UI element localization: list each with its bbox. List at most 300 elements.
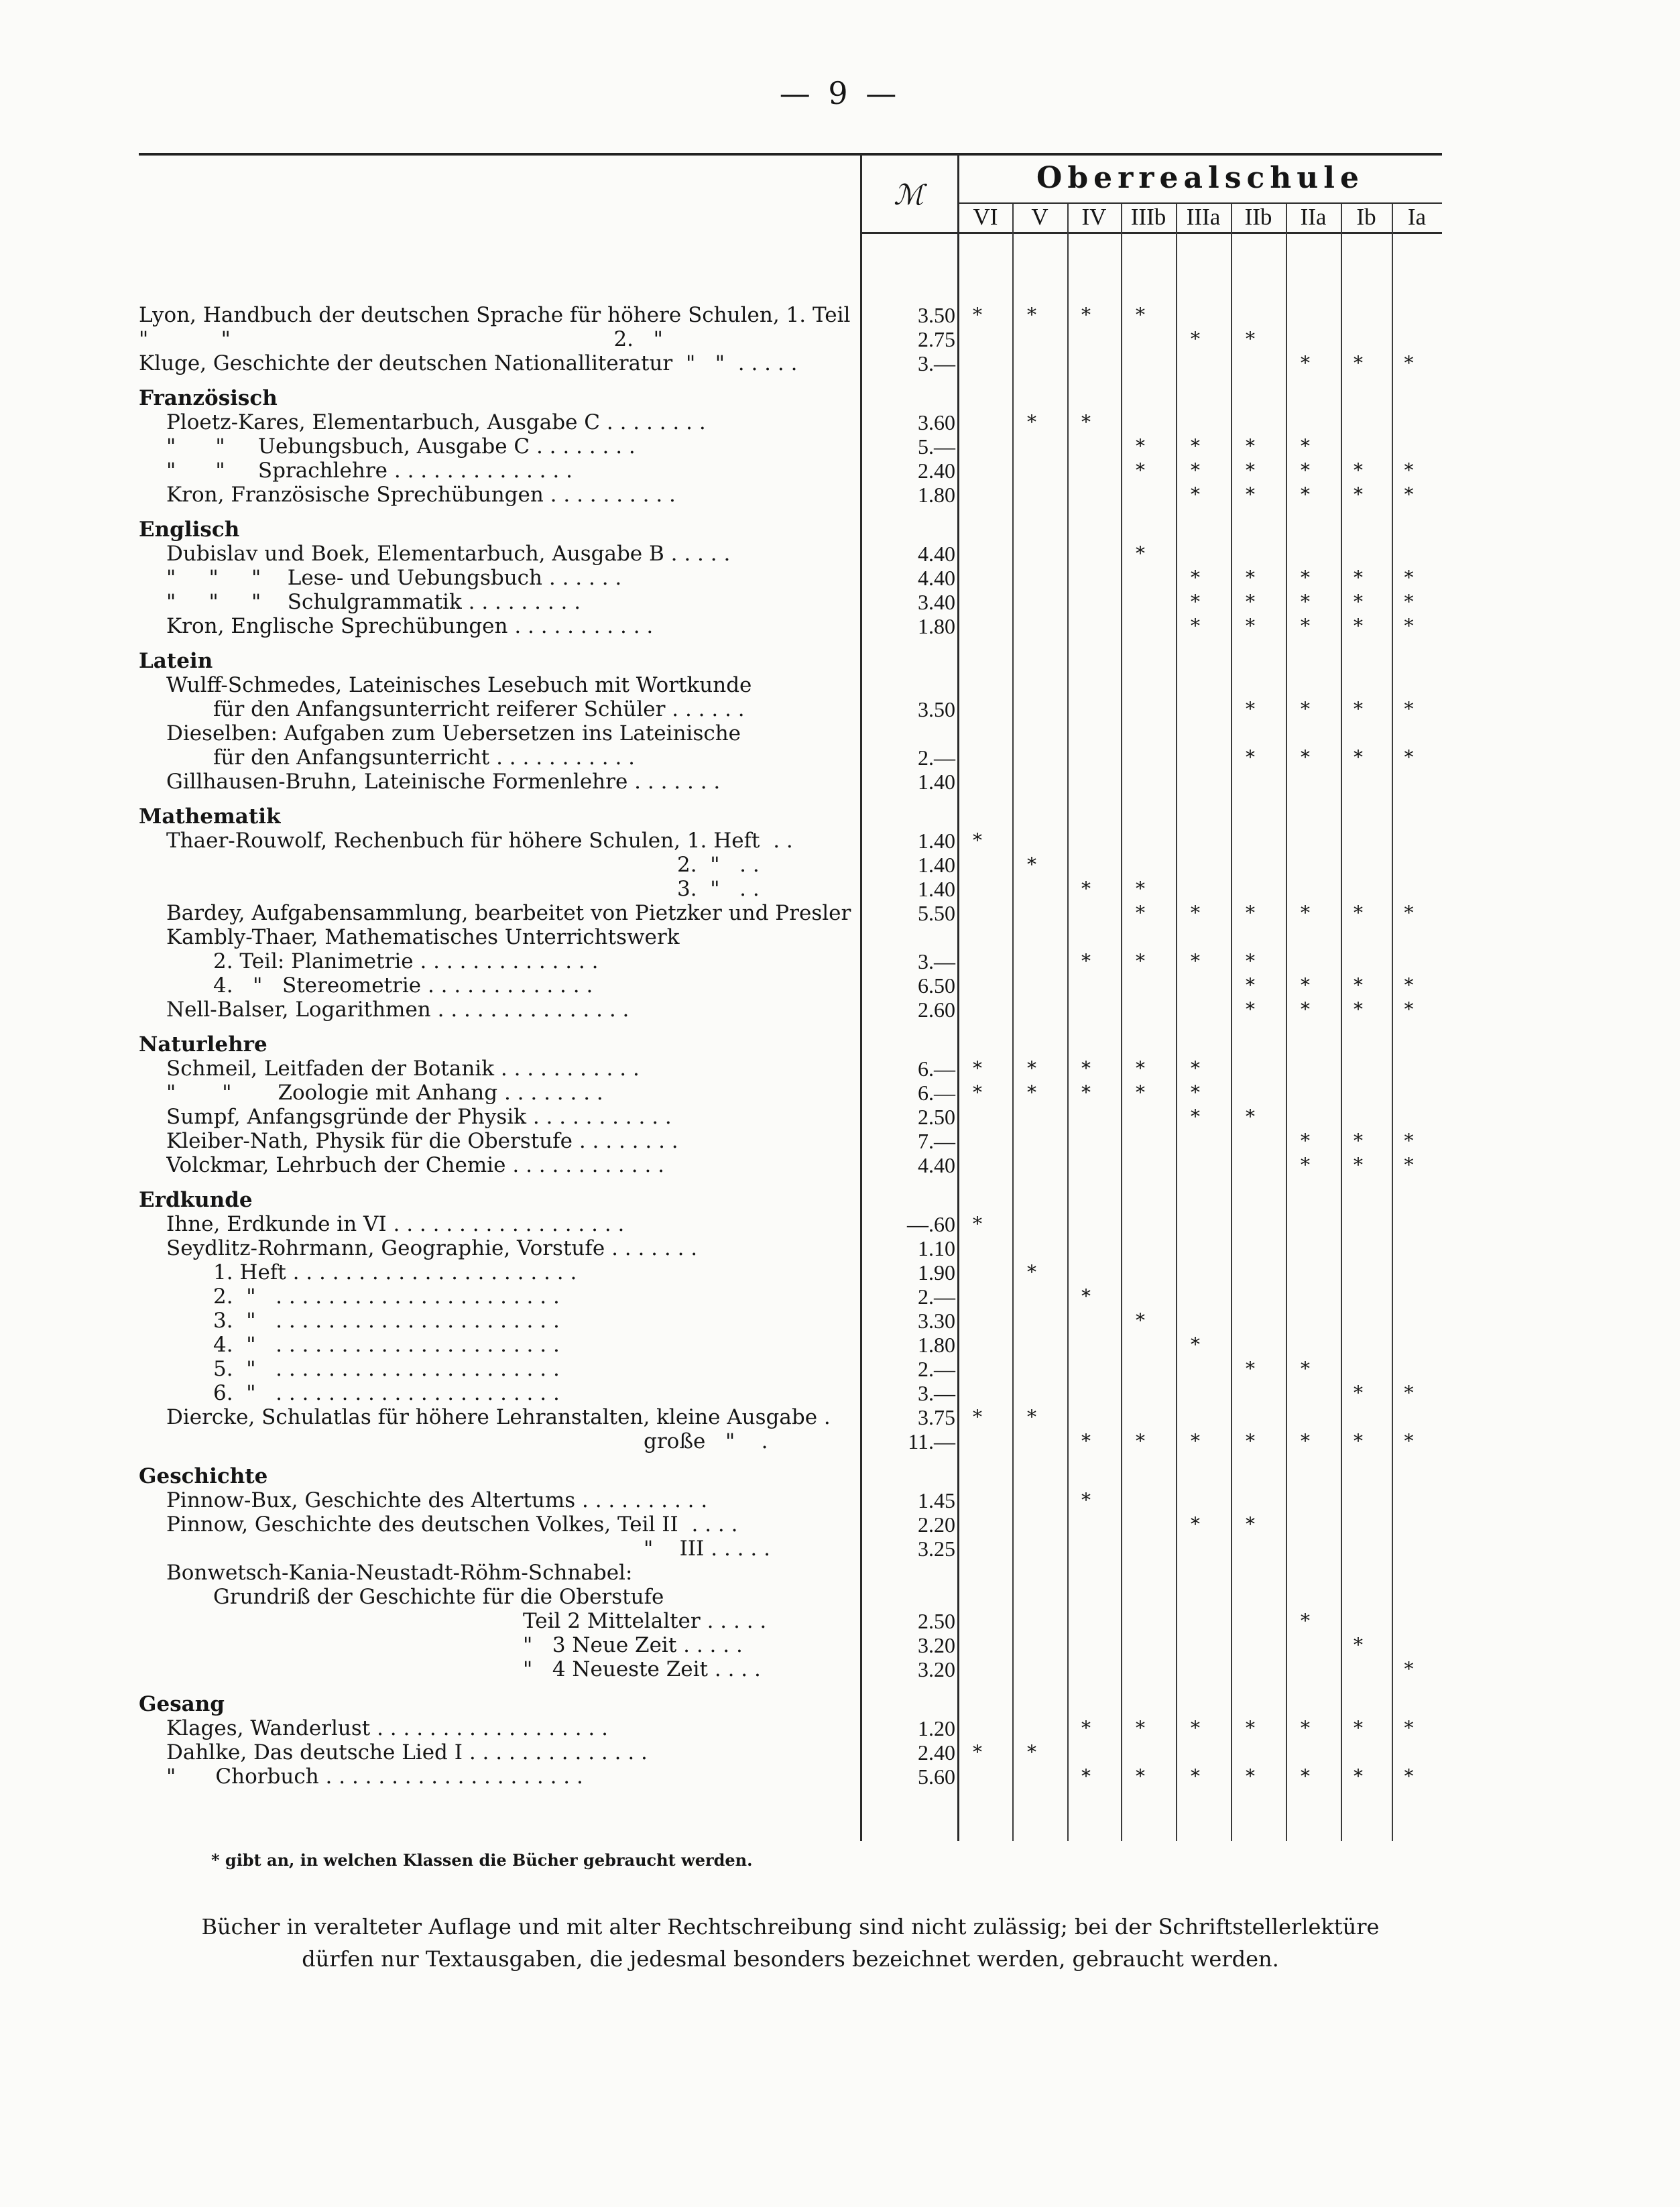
book-row (0, 327, 1680, 351)
book-row (0, 1309, 1680, 1333)
book-price: 3.— (918, 351, 955, 375)
book-row (0, 925, 1680, 949)
book-title: Dieselben: Aufgaben zum Uebersetzen ins Lateinische (166, 721, 741, 745)
class-usage-mark: * (1301, 1717, 1310, 1739)
class-usage-mark: * (1081, 1717, 1091, 1739)
class-usage-mark: * (1191, 1765, 1200, 1787)
class-usage-mark: * (1301, 1358, 1310, 1380)
class-usage-mark: * (1246, 1513, 1255, 1535)
class-usage-mark: * (1191, 902, 1200, 924)
book-title: Ihne, Erdkunde in VI . . . . . . . . . . . . . . . . . . (166, 1212, 625, 1236)
class-usage-mark: * (1354, 615, 1363, 637)
section-title: Mathematik (139, 804, 281, 829)
book-row (0, 1285, 1680, 1309)
book-row (0, 614, 1680, 638)
footnote: * gibt an, in welchen Klassen die Bücher gebraucht werden. (211, 1850, 753, 1870)
class-usage-mark: * (1027, 1081, 1036, 1104)
book-title: 2. " . . . . . . . . . . . . . . . . . . . . . . (213, 1285, 560, 1309)
class-usage-mark: * (1136, 1717, 1145, 1739)
book-title: " " " Lese- und Uebungsbuch . . . . . . (166, 566, 622, 590)
class-usage-mark: * (1246, 1106, 1255, 1128)
class-usage-mark: * (1404, 1430, 1414, 1452)
book-row (0, 1585, 1680, 1609)
class-usage-mark: * (1136, 304, 1145, 326)
class-usage-mark: * (1301, 459, 1310, 481)
book-title: Volckmar, Lehrbuch der Chemie . . . . . . . . . . . . (166, 1153, 665, 1177)
class-usage-mark: * (1191, 615, 1200, 637)
class-usage-mark: * (1081, 1765, 1091, 1787)
book-title: 5. " . . . . . . . . . . . . . . . . . . . . . . (213, 1357, 560, 1381)
class-usage-mark: * (1081, 1285, 1091, 1307)
class-usage-mark: * (1246, 1717, 1255, 1739)
class-usage-mark: * (1191, 591, 1200, 613)
school-header: Oberrealschule (1036, 161, 1364, 195)
class-usage-mark: * (1404, 1154, 1414, 1176)
class-usage-mark: * (1404, 1382, 1414, 1404)
book-price: 1.45 (918, 1488, 955, 1512)
class-usage-mark: * (1354, 746, 1363, 768)
book-price: 3.20 (918, 1633, 955, 1657)
class-usage-mark: * (1354, 1130, 1363, 1152)
class-usage-mark: * (1404, 1658, 1414, 1680)
class-usage-mark: * (1404, 459, 1414, 481)
book-title: Kleiber-Nath, Physik für die Oberstufe . . . . . . . . (166, 1129, 678, 1153)
book-price: 3.— (918, 1381, 955, 1405)
class-usage-mark: * (1027, 411, 1036, 433)
class-usage-mark: * (1136, 1430, 1145, 1452)
book-row (0, 542, 1680, 566)
class-usage-mark: * (1301, 1430, 1310, 1452)
column-header-vi: VI (973, 204, 998, 230)
class-usage-mark: * (1354, 483, 1363, 505)
column-header-iia: IIa (1300, 204, 1327, 230)
class-usage-mark: * (1191, 1106, 1200, 1128)
book-title: " III . . . . . (644, 1537, 770, 1561)
book-price: 3.25 (918, 1537, 955, 1561)
class-usage-mark: * (1191, 435, 1200, 457)
book-price: 5.60 (918, 1765, 955, 1789)
class-usage-mark: * (1136, 950, 1145, 972)
class-usage-mark: * (973, 1081, 982, 1104)
book-price: 1.90 (918, 1260, 955, 1285)
book-price: 2.20 (918, 1512, 955, 1537)
book-title: 4. " . . . . . . . . . . . . . . . . . . . . . . (213, 1333, 560, 1357)
book-row (0, 351, 1680, 375)
class-usage-mark: * (1191, 459, 1200, 481)
class-usage-mark: * (1081, 950, 1091, 972)
class-usage-mark: * (1191, 328, 1200, 350)
book-price: 3.50 (918, 303, 955, 327)
class-usage-mark: * (1354, 902, 1363, 924)
book-title: Dubislav und Boek, Elementarbuch, Ausgabe B . . . . . (166, 542, 731, 566)
class-usage-mark: * (1081, 878, 1091, 900)
book-title: Pinnow, Geschichte des deutschen Volkes, Teil II . . . . (166, 1512, 738, 1537)
class-usage-mark: * (1404, 974, 1414, 996)
class-usage-mark: * (1354, 698, 1363, 720)
book-row (0, 877, 1680, 901)
book-title: 2. Teil: Planimetrie . . . . . . . . . . . . . . (213, 949, 599, 973)
class-usage-mark: * (1301, 591, 1310, 613)
class-usage-mark: * (1301, 698, 1310, 720)
class-usage-mark: * (1136, 878, 1145, 900)
book-price: 1.40 (918, 829, 955, 853)
table-top-rule (139, 153, 1442, 156)
class-usage-mark: * (1136, 1081, 1145, 1104)
class-usage-mark: * (1404, 902, 1414, 924)
book-title: Bonwetsch-Kania-Neustadt-Röhm-Schnabel: (166, 1561, 633, 1585)
book-title: Dahlke, Das deutsche Lied I . . . . . . . . . . . . . . (166, 1740, 648, 1765)
class-usage-mark: * (1027, 1741, 1036, 1763)
class-usage-mark: * (1301, 615, 1310, 637)
class-usage-mark: * (1246, 950, 1255, 972)
class-usage-mark: * (1191, 1513, 1200, 1535)
book-row (0, 1657, 1680, 1681)
class-usage-mark: * (1246, 998, 1255, 1020)
class-usage-mark: * (1081, 411, 1091, 433)
section-title: Französisch (139, 386, 278, 410)
book-row (0, 1716, 1680, 1740)
book-price: 2.— (918, 1357, 955, 1381)
class-usage-mark: * (1246, 698, 1255, 720)
book-row (0, 483, 1680, 507)
book-title: Nell-Balser, Logarithmen . . . . . . . . . . . . . . . (166, 998, 629, 1022)
book-row (0, 949, 1680, 973)
section-title: Naturlehre (139, 1032, 267, 1057)
book-row (0, 590, 1680, 614)
book-title: Teil 2 Mittelalter . . . . . (523, 1609, 767, 1633)
class-usage-mark: * (1246, 435, 1255, 457)
book-row (0, 1609, 1680, 1633)
class-usage-mark: * (1081, 1057, 1091, 1079)
class-usage-mark: * (1301, 435, 1310, 457)
column-header-iiia: IIIa (1186, 204, 1221, 230)
class-usage-mark: * (1354, 1717, 1363, 1739)
book-row (0, 1537, 1680, 1561)
section-title: Gesang (139, 1692, 225, 1716)
book-title: 6. " . . . . . . . . . . . . . . . . . . . . . . (213, 1381, 560, 1405)
class-usage-mark: * (1354, 591, 1363, 613)
book-title: Pinnow-Bux, Geschichte des Altertums . . . . . . . . . . (166, 1488, 708, 1512)
book-price: 1.40 (918, 770, 955, 794)
book-title: für den Anfangsunterricht reiferer Schüler . . . . . . (213, 697, 745, 721)
book-price: 5.50 (918, 901, 955, 925)
class-usage-mark: * (1191, 483, 1200, 505)
book-title: " Chorbuch . . . . . . . . . . . . . . . . . . . . (166, 1765, 583, 1789)
class-usage-mark: * (973, 304, 982, 326)
note-line-2: dürfen nur Textausgaben, die jedesmal besonders bezeichnet werden, gebraucht werden. (302, 1946, 1279, 1972)
class-usage-mark: * (1191, 566, 1200, 589)
book-price: 6.— (918, 1057, 955, 1081)
class-usage-mark: * (1027, 1406, 1036, 1428)
class-usage-mark: * (1136, 1765, 1145, 1787)
class-usage-mark: * (1404, 352, 1414, 374)
book-row (0, 1129, 1680, 1153)
class-usage-mark: * (1354, 1765, 1363, 1787)
class-usage-mark: * (1081, 304, 1091, 326)
class-usage-mark: * (1404, 1765, 1414, 1787)
book-price: 4.40 (918, 566, 955, 590)
class-usage-mark: * (1301, 902, 1310, 924)
class-usage-mark: * (1246, 974, 1255, 996)
class-usage-mark: * (1136, 1057, 1145, 1079)
book-price: 4.40 (918, 542, 955, 566)
book-title: Lyon, Handbuch der deutschen Sprache für höhere Schulen, 1. Teil (139, 303, 851, 327)
book-price: 3.20 (918, 1657, 955, 1681)
class-usage-mark: * (1404, 698, 1414, 720)
class-usage-mark: * (1027, 1057, 1036, 1079)
class-usage-mark: * (1301, 483, 1310, 505)
book-title: Schmeil, Leitfaden der Botanik . . . . . . . . . . . (166, 1057, 640, 1081)
book-title: Klages, Wanderlust . . . . . . . . . . . . . . . . . . (166, 1716, 608, 1740)
book-row (0, 998, 1680, 1022)
book-price: 2.— (918, 1285, 955, 1309)
class-usage-mark: * (1246, 1358, 1255, 1380)
class-usage-mark: * (1301, 1610, 1310, 1632)
note-line-1: Bücher in veralteter Auflage und mit alter Rechtschreibung sind nicht zulässig; bei der Schriftstellerlektüre (201, 1914, 1380, 1940)
class-usage-mark: * (1246, 459, 1255, 481)
class-usage-mark: * (1354, 1634, 1363, 1656)
book-row (0, 1057, 1680, 1081)
column-header-iiib: IIIb (1130, 204, 1166, 230)
book-row (0, 973, 1680, 998)
book-row (0, 1429, 1680, 1453)
book-row (0, 829, 1680, 853)
book-price: 1.80 (918, 483, 955, 507)
class-usage-mark: * (1404, 998, 1414, 1020)
book-price: —.60 (907, 1212, 955, 1236)
class-usage-mark: * (1081, 1081, 1091, 1104)
book-price: 3.50 (918, 697, 955, 721)
class-usage-mark: * (973, 1057, 982, 1079)
book-row (0, 721, 1680, 745)
class-usage-mark: * (1354, 1154, 1363, 1176)
class-usage-mark: * (1246, 483, 1255, 505)
book-row (0, 1488, 1680, 1512)
class-usage-mark: * (1246, 328, 1255, 350)
class-usage-mark: * (1246, 566, 1255, 589)
book-title: Grundriß der Geschichte für die Oberstufe (213, 1585, 664, 1609)
class-usage-mark: * (1301, 1154, 1310, 1176)
section-header (0, 386, 1680, 410)
book-row (0, 410, 1680, 434)
book-title: Kambly-Thaer, Mathematisches Unterrichtswerk (166, 925, 680, 949)
class-usage-mark: * (1301, 998, 1310, 1020)
book-row (0, 1260, 1680, 1285)
book-price: 3.— (918, 949, 955, 973)
page-number: — 9 — (779, 75, 901, 111)
book-title: Seydlitz-Rohrmann, Geographie, Vorstufe . . . . . . . (166, 1236, 698, 1260)
column-header-iib: IIb (1244, 204, 1272, 230)
book-title: " " Sprachlehre . . . . . . . . . . . . . . (166, 459, 573, 483)
book-title: Diercke, Schulatlas für höhere Lehranstalten, kleine Ausgabe . (166, 1405, 831, 1429)
book-price: 2.75 (918, 327, 955, 351)
class-usage-mark: * (1191, 1430, 1200, 1452)
class-usage-mark: * (1246, 902, 1255, 924)
class-usage-mark: * (1354, 1430, 1363, 1452)
column-header-ib: Ib (1356, 204, 1376, 230)
class-usage-mark: * (1081, 1489, 1091, 1511)
book-row (0, 1105, 1680, 1129)
class-usage-mark: * (1191, 1333, 1200, 1356)
class-usage-mark: * (1246, 615, 1255, 637)
book-price: 1.10 (918, 1236, 955, 1260)
section-title: Englisch (139, 518, 240, 542)
book-row (0, 566, 1680, 590)
column-header-ia: Ia (1407, 204, 1427, 230)
book-title: 1. Heft . . . . . . . . . . . . . . . . . . . . . . (213, 1260, 577, 1285)
price-column-header: ℳ (894, 178, 924, 211)
book-title: " " Uebungsbuch, Ausgabe C . . . . . . . . (166, 434, 636, 459)
book-title: " " " Schulgrammatik . . . . . . . . . (166, 590, 581, 614)
book-title: Wulff-Schmedes, Lateinisches Lesebuch mit Wortkunde (166, 673, 752, 697)
section-header (0, 1032, 1680, 1057)
book-price: 1.80 (918, 1333, 955, 1357)
class-usage-mark: * (1136, 435, 1145, 457)
book-price: 2.40 (918, 459, 955, 483)
book-title: 4. " Stereometrie . . . . . . . . . . . . . (213, 973, 593, 998)
book-row (0, 1405, 1680, 1429)
book-price: 3.40 (918, 590, 955, 614)
book-title: Bardey, Aufgabensammlung, bearbeitet von Pietzker und Presler (166, 901, 851, 925)
class-usage-mark: * (973, 1213, 982, 1235)
class-usage-mark: * (973, 1741, 982, 1763)
section-header (0, 518, 1680, 542)
class-usage-mark: * (1027, 1261, 1036, 1283)
class-usage-mark: * (1191, 1057, 1200, 1079)
book-title: Ploetz-Kares, Elementarbuch, Ausgabe C . . . . . . . . (166, 410, 706, 434)
section-title: Latein (139, 649, 213, 673)
book-row (0, 1633, 1680, 1657)
book-price: 7.— (918, 1129, 955, 1153)
class-usage-mark: * (1246, 591, 1255, 613)
section-title: Geschichte (139, 1464, 268, 1488)
book-price: 2.— (918, 745, 955, 770)
book-title: 3. " . . (677, 877, 760, 901)
class-usage-mark: * (1404, 483, 1414, 505)
book-price: 1.40 (918, 853, 955, 877)
column-header-v: V (1031, 204, 1048, 230)
book-price: 6.— (918, 1081, 955, 1105)
book-price: 3.75 (918, 1405, 955, 1429)
section-header (0, 1188, 1680, 1212)
book-row (0, 1333, 1680, 1357)
book-title: 3. " . . . . . . . . . . . . . . . . . . . . . . (213, 1309, 560, 1333)
book-price: 3.30 (918, 1309, 955, 1333)
book-row (0, 1765, 1680, 1789)
book-price: 2.50 (918, 1609, 955, 1633)
book-row (0, 1381, 1680, 1405)
class-usage-mark: * (1136, 902, 1145, 924)
class-usage-mark: * (1191, 1081, 1200, 1104)
book-price: 1.20 (918, 1716, 955, 1740)
book-title: " " Zoologie mit Anhang . . . . . . . . (166, 1081, 603, 1105)
book-price: 6.50 (918, 973, 955, 998)
book-row (0, 697, 1680, 721)
section-header (0, 1464, 1680, 1488)
class-usage-mark: * (1136, 459, 1145, 481)
class-usage-mark: * (1301, 352, 1310, 374)
class-usage-mark: * (1246, 746, 1255, 768)
book-price: 5.— (918, 434, 955, 459)
class-usage-mark: * (1404, 566, 1414, 589)
book-row (0, 745, 1680, 770)
class-usage-mark: * (1301, 1130, 1310, 1152)
class-usage-mark: * (1301, 746, 1310, 768)
book-title: Thaer-Rouwolf, Rechenbuch für höhere Schulen, 1. Heft . . (166, 829, 793, 853)
class-usage-mark: * (1354, 352, 1363, 374)
book-row (0, 673, 1680, 697)
book-title: große " . (644, 1429, 768, 1453)
class-usage-mark: * (1354, 974, 1363, 996)
book-title: 2. " . . (677, 853, 760, 877)
book-price: 11.— (908, 1429, 955, 1453)
book-row (0, 1212, 1680, 1236)
class-usage-mark: * (1354, 1382, 1363, 1404)
section-header (0, 1692, 1680, 1716)
book-row (0, 770, 1680, 794)
class-usage-mark: * (1354, 459, 1363, 481)
book-title: Kron, Englische Sprechübungen . . . . . . . . . . . (166, 614, 654, 638)
class-usage-mark: * (1136, 542, 1145, 564)
column-header-iv: IV (1081, 204, 1107, 230)
book-title: " 3 Neue Zeit . . . . . (523, 1633, 743, 1657)
book-row (0, 1081, 1680, 1105)
book-row (0, 434, 1680, 459)
class-usage-mark: * (1191, 950, 1200, 972)
class-usage-mark: * (1354, 998, 1363, 1020)
book-title: " 4 Neueste Zeit . . . . (523, 1657, 761, 1681)
book-price: 4.40 (918, 1153, 955, 1177)
class-usage-mark: * (1246, 1430, 1255, 1452)
book-title: Kron, Französische Sprechübungen . . . . . . . . . . (166, 483, 676, 507)
book-row (0, 901, 1680, 925)
book-row (0, 1357, 1680, 1381)
book-row (0, 853, 1680, 877)
class-usage-mark: * (1301, 1765, 1310, 1787)
class-usage-mark: * (973, 829, 982, 851)
book-row (0, 303, 1680, 327)
book-title: " " 2. " (139, 327, 663, 351)
book-row (0, 459, 1680, 483)
book-price: 2.40 (918, 1740, 955, 1765)
book-row (0, 1236, 1680, 1260)
class-usage-mark: * (1404, 746, 1414, 768)
class-usage-mark: * (1027, 853, 1036, 876)
book-price: 2.50 (918, 1105, 955, 1129)
book-row (0, 1512, 1680, 1537)
book-row (0, 1153, 1680, 1177)
class-usage-mark: * (1404, 1130, 1414, 1152)
book-title: für den Anfangsunterricht . . . . . . . . . . . (213, 745, 636, 770)
class-usage-mark: * (1191, 1717, 1200, 1739)
class-usage-mark: * (1404, 591, 1414, 613)
book-price: 3.60 (918, 410, 955, 434)
book-price: 2.60 (918, 998, 955, 1022)
class-usage-mark: * (1354, 566, 1363, 589)
class-usage-mark: * (1301, 974, 1310, 996)
class-usage-mark: * (1246, 1765, 1255, 1787)
class-usage-mark: * (1136, 1309, 1145, 1331)
section-header (0, 649, 1680, 673)
book-title: Sumpf, Anfangsgründe der Physik . . . . . . . . . . . (166, 1105, 672, 1129)
class-usage-mark: * (973, 1406, 982, 1428)
class-usage-mark: * (1404, 615, 1414, 637)
section-title: Erdkunde (139, 1188, 253, 1212)
class-usage-mark: * (1404, 1717, 1414, 1739)
book-price: 1.80 (918, 614, 955, 638)
book-row (0, 1561, 1680, 1585)
book-price: 1.40 (918, 877, 955, 901)
